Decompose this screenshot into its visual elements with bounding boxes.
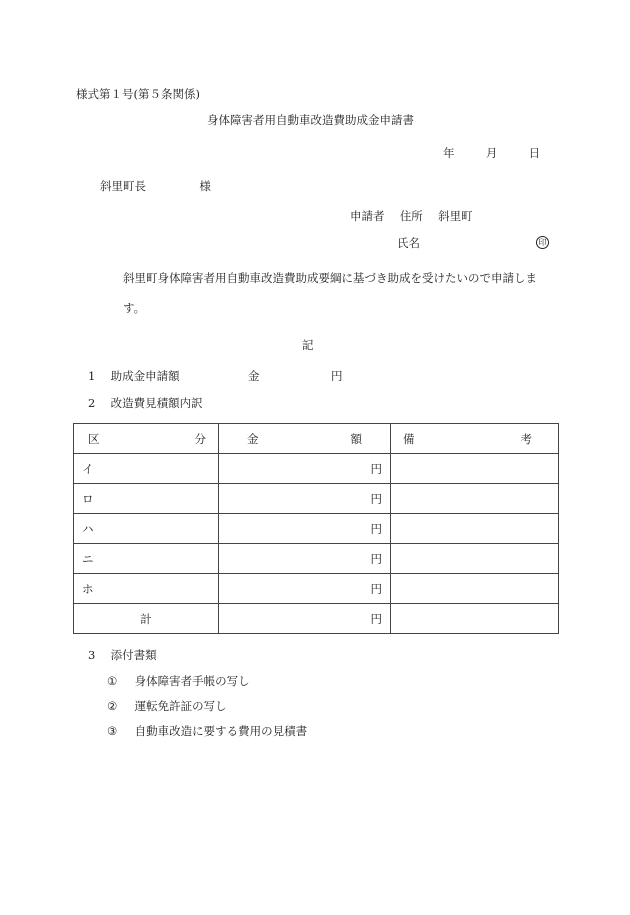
header-remarks: 備 考: [391, 424, 559, 454]
table-row: [74, 544, 559, 574]
estimate-table: [73, 423, 559, 634]
row-remarks: [391, 454, 559, 484]
body-text-line-1: 斜里町身体障害者用自動車改造費助成要綱に基づき助成を受けたいので申請しま: [123, 271, 537, 285]
body-text-line-2: す。: [123, 301, 146, 315]
item-3-label: 添付書類: [110, 648, 157, 662]
item-1-number: 1: [88, 369, 96, 383]
form-number: 様式第１号(第５条関係): [76, 87, 200, 101]
row-category: ハ: [74, 514, 219, 544]
attachment-text: 運転免許証の写し: [134, 699, 227, 713]
item-1: [88, 368, 180, 384]
row-category: ホ: [74, 574, 219, 604]
address-label: 住所: [399, 209, 423, 223]
row-amount-total: 円: [219, 604, 391, 634]
seal-icon: 印: [536, 236, 549, 249]
date-line: [443, 145, 540, 161]
row-amount: 円: [219, 544, 391, 574]
table-row: [74, 514, 559, 544]
date-day: 日: [528, 146, 541, 160]
record-heading: 記: [302, 338, 314, 352]
table-row: [74, 484, 559, 514]
attachment-text: 自動車改造に要する費用の見積書: [134, 724, 308, 738]
row-remarks: [391, 574, 559, 604]
attachment-marker: ①: [107, 674, 118, 688]
attachment-text: 身体障害者手帳の写し: [134, 674, 250, 688]
row-amount: 円: [219, 484, 391, 514]
address-value: 斜里町: [438, 209, 473, 223]
item-1-unit: 円: [331, 369, 343, 383]
header-category: 区 分: [74, 424, 219, 454]
date-year: 年: [443, 146, 455, 160]
attachment-item: [107, 673, 250, 689]
table-row: [74, 574, 559, 604]
item-1-prefix: 金: [248, 369, 260, 383]
row-category-total: 計: [74, 604, 219, 634]
date-month: 月: [485, 146, 498, 160]
item-3-number: 3: [88, 648, 96, 662]
seal-mark: [536, 234, 549, 249]
row-amount: 円: [219, 454, 391, 484]
addressee: [100, 178, 211, 194]
row-remarks: [391, 484, 559, 514]
row-category: ロ: [74, 484, 219, 514]
applicant-name-label: 氏名: [397, 236, 420, 250]
row-remarks: [391, 544, 559, 574]
applicant-address-line: [350, 208, 473, 224]
item-2-label: 改造費見積額内訳: [110, 396, 203, 410]
item-2-number: 2: [88, 396, 96, 410]
addressee-honorific: 様: [199, 179, 211, 193]
row-remarks: [391, 514, 559, 544]
row-category: イ: [74, 454, 219, 484]
row-remarks-total: [391, 604, 559, 634]
item-2: [88, 395, 203, 411]
table-total-row: [74, 604, 559, 634]
attachment-marker: ②: [107, 699, 118, 713]
attachment-marker: ③: [107, 724, 118, 738]
row-amount: 円: [219, 514, 391, 544]
document-title: 身体障害者用自動車改造費助成金申請書: [207, 113, 414, 127]
table-header-row: [74, 424, 559, 454]
applicant-label: 申請者: [350, 209, 385, 223]
attachment-item: [107, 698, 227, 714]
attachment-item: [107, 723, 307, 739]
item-3: [88, 647, 157, 663]
row-category: ニ: [74, 544, 219, 574]
header-amount: 金 額: [219, 424, 391, 454]
addressee-name: 斜里町長: [100, 179, 146, 193]
item-1-label: 助成金申請額: [110, 369, 180, 383]
table-row: [74, 454, 559, 484]
row-amount: 円: [219, 574, 391, 604]
